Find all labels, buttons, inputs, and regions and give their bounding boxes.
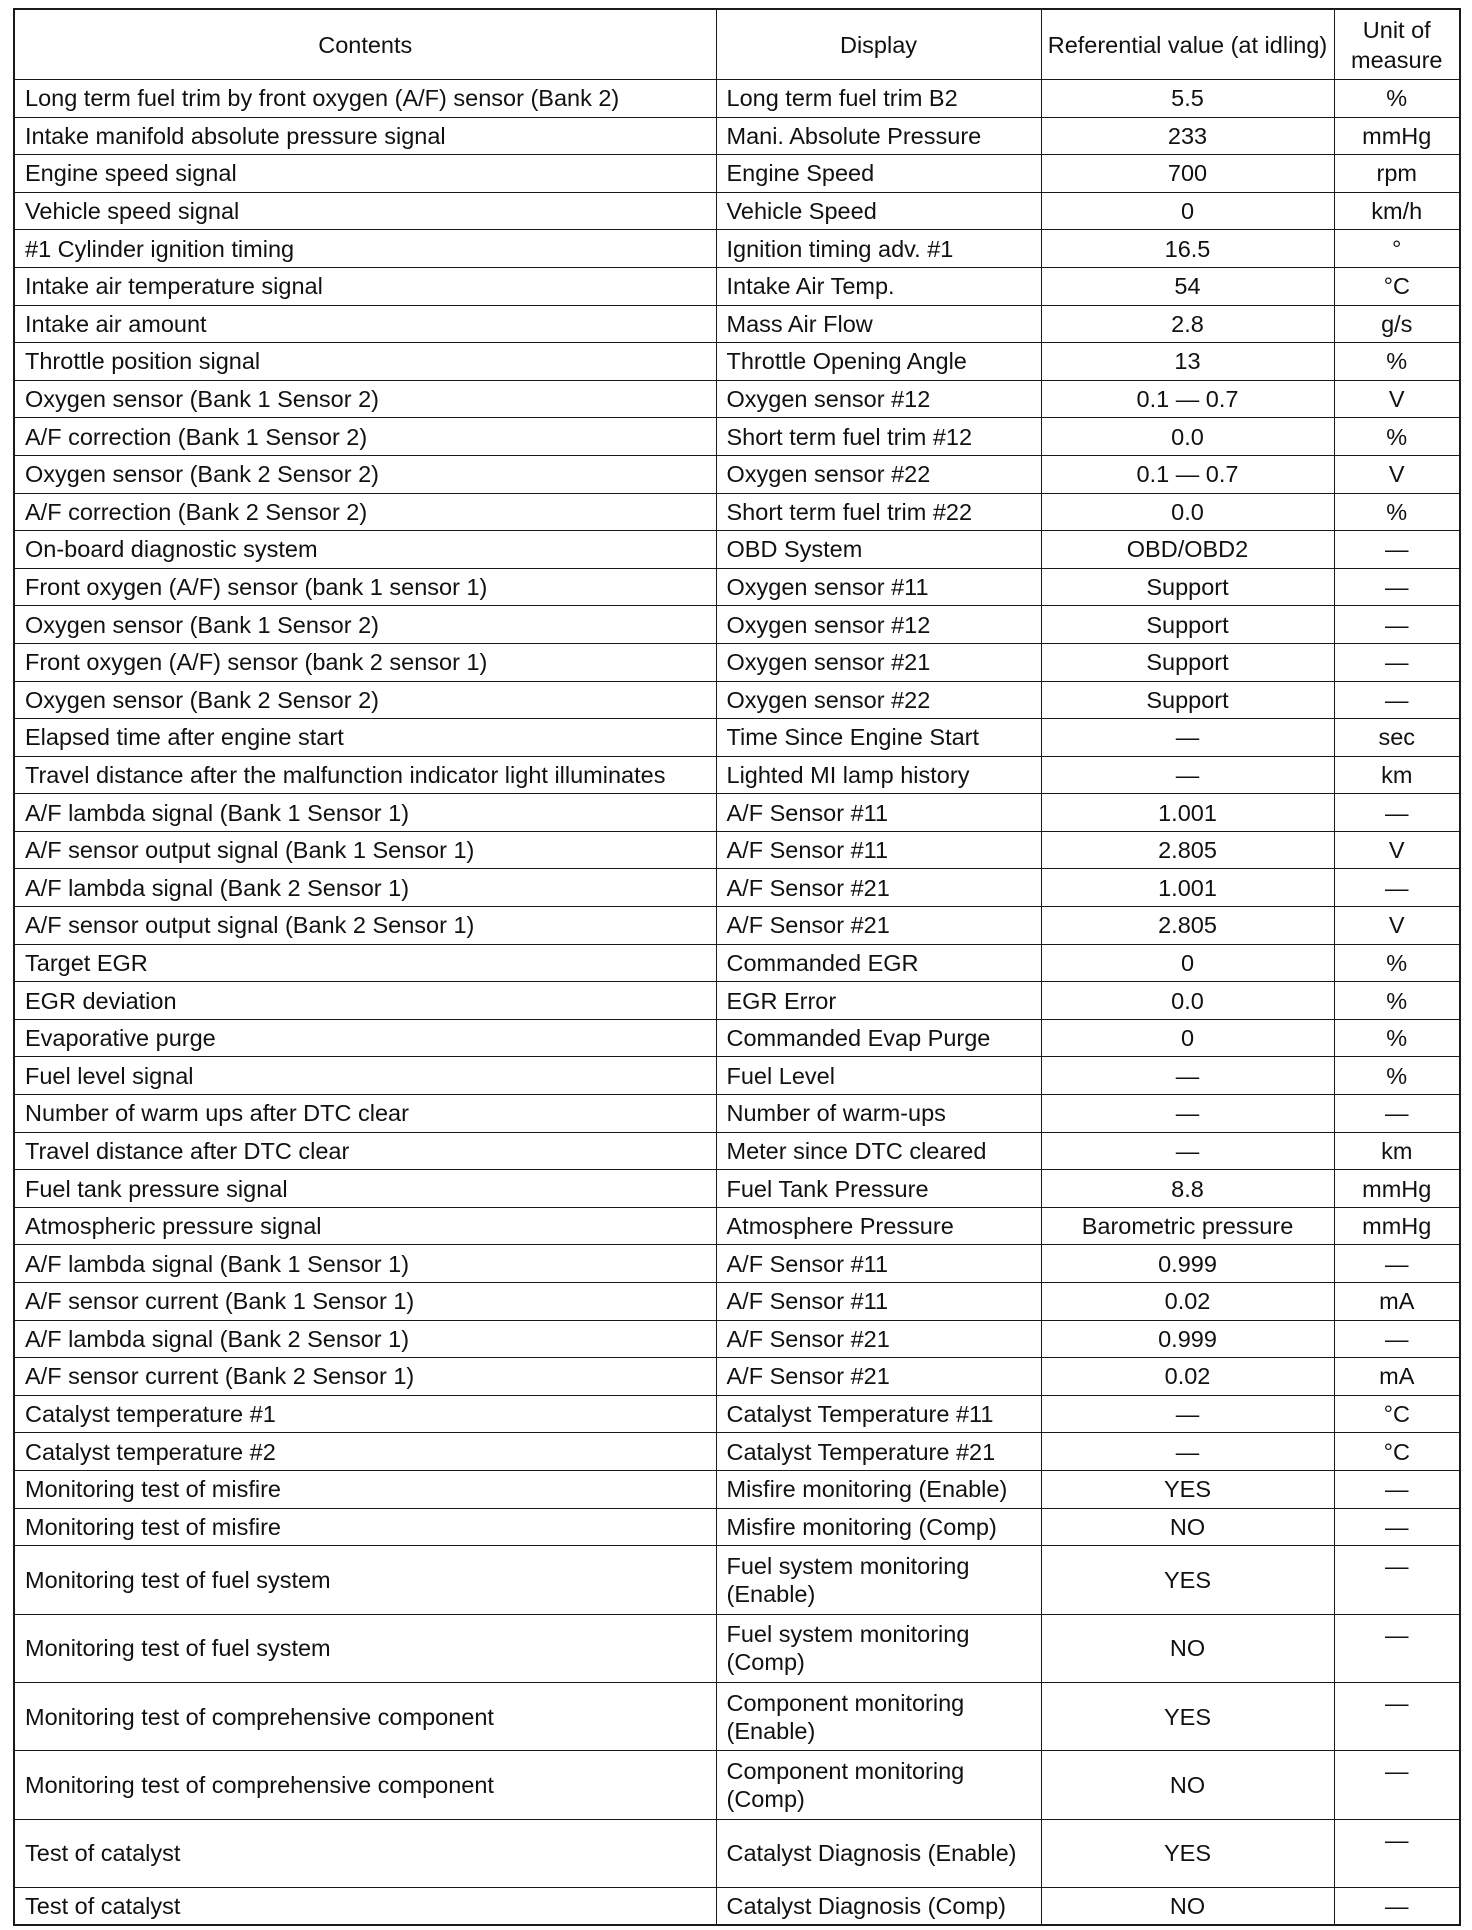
cell-referential-value: 2.805 bbox=[1041, 831, 1334, 869]
cell-contents: Oxygen sensor (Bank 2 Sensor 2) bbox=[14, 681, 716, 719]
cell-referential-value: OBD/OBD2 bbox=[1041, 531, 1334, 569]
cell-contents: On-board diagnostic system bbox=[14, 531, 716, 569]
cell-contents: Monitoring test of misfire bbox=[14, 1470, 716, 1508]
cell-contents: Monitoring test of fuel system bbox=[14, 1614, 716, 1682]
cell-referential-value: Support bbox=[1041, 568, 1334, 606]
cell-referential-value: — bbox=[1041, 1132, 1334, 1170]
cell-display: Misfire monitoring (Enable) bbox=[716, 1470, 1041, 1508]
cell-unit: — bbox=[1334, 1751, 1460, 1819]
cell-contents: Catalyst temperature #1 bbox=[14, 1395, 716, 1433]
cell-display: A/F Sensor #21 bbox=[716, 907, 1041, 945]
table-row bbox=[14, 117, 1460, 155]
cell-unit: % bbox=[1334, 1019, 1460, 1057]
table-row bbox=[14, 1170, 1460, 1208]
cell-referential-value: 1.001 bbox=[1041, 869, 1334, 907]
cell-contents: Monitoring test of comprehensive component bbox=[14, 1751, 716, 1819]
cell-contents: Travel distance after the malfunction indicator light illuminates bbox=[14, 756, 716, 794]
cell-contents: A/F sensor output signal (Bank 1 Sensor 1) bbox=[14, 831, 716, 869]
cell-contents: Fuel tank pressure signal bbox=[14, 1170, 716, 1208]
cell-contents: A/F sensor current (Bank 1 Sensor 1) bbox=[14, 1283, 716, 1321]
cell-referential-value: YES bbox=[1041, 1819, 1334, 1887]
cell-contents: Fuel level signal bbox=[14, 1057, 716, 1095]
cell-display: Vehicle Speed bbox=[716, 192, 1041, 230]
cell-unit: % bbox=[1334, 80, 1460, 118]
cell-referential-value: YES bbox=[1041, 1682, 1334, 1750]
cell-referential-value: Support bbox=[1041, 606, 1334, 644]
cell-referential-value: Barometric pressure bbox=[1041, 1207, 1334, 1245]
table-row bbox=[14, 643, 1460, 681]
table-row bbox=[14, 1819, 1460, 1887]
table-row bbox=[14, 192, 1460, 230]
cell-contents: Monitoring test of misfire bbox=[14, 1508, 716, 1546]
cell-contents: A/F lambda signal (Bank 1 Sensor 1) bbox=[14, 794, 716, 832]
cell-referential-value: NO bbox=[1041, 1888, 1334, 1926]
cell-contents: Elapsed time after engine start bbox=[14, 719, 716, 757]
table-row bbox=[14, 831, 1460, 869]
cell-display: Oxygen sensor #12 bbox=[716, 380, 1041, 418]
cell-unit: — bbox=[1334, 1095, 1460, 1133]
cell-display: Misfire monitoring (Comp) bbox=[716, 1508, 1041, 1546]
cell-contents: Intake manifold absolute pressure signal bbox=[14, 117, 716, 155]
cell-referential-value: 0 bbox=[1041, 192, 1334, 230]
cell-contents: A/F lambda signal (Bank 1 Sensor 1) bbox=[14, 1245, 716, 1283]
cell-contents: Oxygen sensor (Bank 1 Sensor 2) bbox=[14, 380, 716, 418]
table-row bbox=[14, 1470, 1460, 1508]
cell-referential-value: 16.5 bbox=[1041, 230, 1334, 268]
cell-unit: % bbox=[1334, 418, 1460, 456]
cell-unit: % bbox=[1334, 343, 1460, 381]
cell-contents: Long term fuel trim by front oxygen (A/F) sensor (Bank 2) bbox=[14, 80, 716, 118]
cell-display: Long term fuel trim B2 bbox=[716, 80, 1041, 118]
table-row bbox=[14, 907, 1460, 945]
cell-referential-value: Support bbox=[1041, 643, 1334, 681]
table-header bbox=[14, 9, 1460, 80]
cell-unit: °C bbox=[1334, 1433, 1460, 1471]
cell-display: Meter since DTC cleared bbox=[716, 1132, 1041, 1170]
cell-unit: — bbox=[1334, 869, 1460, 907]
table-row bbox=[14, 380, 1460, 418]
cell-contents: Oxygen sensor (Bank 1 Sensor 2) bbox=[14, 606, 716, 644]
cell-unit: V bbox=[1334, 831, 1460, 869]
cell-unit: V bbox=[1334, 455, 1460, 493]
cell-contents: Test of catalyst bbox=[14, 1819, 716, 1887]
cell-display: Catalyst Temperature #11 bbox=[716, 1395, 1041, 1433]
table-row bbox=[14, 756, 1460, 794]
table-row bbox=[14, 343, 1460, 381]
cell-unit: % bbox=[1334, 1057, 1460, 1095]
cell-unit: — bbox=[1334, 794, 1460, 832]
cell-referential-value: — bbox=[1041, 1057, 1334, 1095]
cell-referential-value: 2.805 bbox=[1041, 907, 1334, 945]
cell-display: Catalyst Diagnosis (Comp) bbox=[716, 1888, 1041, 1926]
cell-contents: Intake air amount bbox=[14, 305, 716, 343]
table-row bbox=[14, 305, 1460, 343]
cell-display: OBD System bbox=[716, 531, 1041, 569]
cell-referential-value: 0.0 bbox=[1041, 982, 1334, 1020]
cell-referential-value: 0.999 bbox=[1041, 1245, 1334, 1283]
table-row bbox=[14, 719, 1460, 757]
cell-contents: Catalyst temperature #2 bbox=[14, 1433, 716, 1471]
cell-display: Mass Air Flow bbox=[716, 305, 1041, 343]
table-row bbox=[14, 1395, 1460, 1433]
cell-referential-value: 0.0 bbox=[1041, 493, 1334, 531]
cell-contents: A/F lambda signal (Bank 2 Sensor 1) bbox=[14, 869, 716, 907]
cell-display: A/F Sensor #11 bbox=[716, 794, 1041, 832]
cell-unit: rpm bbox=[1334, 155, 1460, 193]
cell-display: A/F Sensor #21 bbox=[716, 869, 1041, 907]
cell-display: Lighted MI lamp history bbox=[716, 756, 1041, 794]
table-row bbox=[14, 1614, 1460, 1682]
cell-contents: Engine speed signal bbox=[14, 155, 716, 193]
cell-referential-value: 700 bbox=[1041, 155, 1334, 193]
cell-unit: — bbox=[1334, 531, 1460, 569]
cell-unit: % bbox=[1334, 493, 1460, 531]
header-contents: Contents bbox=[14, 9, 716, 80]
cell-referential-value: 0.02 bbox=[1041, 1358, 1334, 1396]
cell-unit: — bbox=[1334, 1470, 1460, 1508]
cell-display: A/F Sensor #11 bbox=[716, 831, 1041, 869]
cell-contents: #1 Cylinder ignition timing bbox=[14, 230, 716, 268]
cell-unit: — bbox=[1334, 1320, 1460, 1358]
cell-referential-value: 54 bbox=[1041, 267, 1334, 305]
cell-contents: A/F lambda signal (Bank 2 Sensor 1) bbox=[14, 1320, 716, 1358]
cell-display: Fuel Level bbox=[716, 1057, 1041, 1095]
cell-unit: — bbox=[1334, 1245, 1460, 1283]
table-row bbox=[14, 794, 1460, 832]
cell-contents: Oxygen sensor (Bank 2 Sensor 2) bbox=[14, 455, 716, 493]
cell-display: Fuel system monitoring (Comp) bbox=[716, 1614, 1041, 1682]
cell-unit: % bbox=[1334, 944, 1460, 982]
table-row bbox=[14, 1320, 1460, 1358]
cell-display: Component monitoring (Enable) bbox=[716, 1682, 1041, 1750]
cell-referential-value: 5.5 bbox=[1041, 80, 1334, 118]
cell-unit: — bbox=[1334, 681, 1460, 719]
table-row bbox=[14, 568, 1460, 606]
cell-referential-value: 0.999 bbox=[1041, 1320, 1334, 1358]
cell-display: A/F Sensor #11 bbox=[716, 1283, 1041, 1321]
table-row bbox=[14, 869, 1460, 907]
cell-referential-value: 233 bbox=[1041, 117, 1334, 155]
cell-display: Short term fuel trim #22 bbox=[716, 493, 1041, 531]
cell-referential-value: YES bbox=[1041, 1546, 1334, 1614]
table-row bbox=[14, 1682, 1460, 1750]
cell-referential-value: 0.02 bbox=[1041, 1283, 1334, 1321]
cell-display: Oxygen sensor #12 bbox=[716, 606, 1041, 644]
cell-contents: A/F sensor current (Bank 2 Sensor 1) bbox=[14, 1358, 716, 1396]
table-row bbox=[14, 1057, 1460, 1095]
table-row bbox=[14, 1132, 1460, 1170]
table-row bbox=[14, 1207, 1460, 1245]
cell-display: Ignition timing adv. #1 bbox=[716, 230, 1041, 268]
cell-referential-value: NO bbox=[1041, 1508, 1334, 1546]
cell-unit: ° bbox=[1334, 230, 1460, 268]
cell-display: A/F Sensor #21 bbox=[716, 1358, 1041, 1396]
cell-unit: mA bbox=[1334, 1358, 1460, 1396]
cell-contents: Throttle position signal bbox=[14, 343, 716, 381]
cell-unit: — bbox=[1334, 1508, 1460, 1546]
cell-display: Oxygen sensor #22 bbox=[716, 455, 1041, 493]
table-row bbox=[14, 982, 1460, 1020]
cell-contents: EGR deviation bbox=[14, 982, 716, 1020]
table-row bbox=[14, 455, 1460, 493]
cell-contents: Number of warm ups after DTC clear bbox=[14, 1095, 716, 1133]
cell-contents: Vehicle speed signal bbox=[14, 192, 716, 230]
cell-contents: Atmospheric pressure signal bbox=[14, 1207, 716, 1245]
cell-unit: — bbox=[1334, 606, 1460, 644]
cell-referential-value: — bbox=[1041, 1395, 1334, 1433]
cell-contents: Travel distance after DTC clear bbox=[14, 1132, 716, 1170]
cell-display: Throttle Opening Angle bbox=[716, 343, 1041, 381]
cell-display: A/F Sensor #21 bbox=[716, 1320, 1041, 1358]
cell-display: Commanded Evap Purge bbox=[716, 1019, 1041, 1057]
cell-display: Oxygen sensor #11 bbox=[716, 568, 1041, 606]
cell-display: Number of warm-ups bbox=[716, 1095, 1041, 1133]
table-row bbox=[14, 1358, 1460, 1396]
table-row bbox=[14, 1245, 1460, 1283]
cell-display: Mani. Absolute Pressure bbox=[716, 117, 1041, 155]
cell-unit: km bbox=[1334, 756, 1460, 794]
cell-display: Fuel Tank Pressure bbox=[716, 1170, 1041, 1208]
header-unit-of-measure: Unit of measure bbox=[1334, 9, 1460, 80]
cell-contents: A/F correction (Bank 2 Sensor 2) bbox=[14, 493, 716, 531]
cell-unit: mmHg bbox=[1334, 117, 1460, 155]
data-table-container bbox=[13, 8, 1459, 1926]
cell-unit: V bbox=[1334, 380, 1460, 418]
cell-display: Short term fuel trim #12 bbox=[716, 418, 1041, 456]
cell-display: EGR Error bbox=[716, 982, 1041, 1020]
cell-referential-value: YES bbox=[1041, 1470, 1334, 1508]
cell-unit: — bbox=[1334, 1888, 1460, 1926]
table-row bbox=[14, 1751, 1460, 1819]
data-table bbox=[13, 8, 1461, 1926]
cell-unit: — bbox=[1334, 1546, 1460, 1614]
cell-display: Time Since Engine Start bbox=[716, 719, 1041, 757]
cell-unit: °C bbox=[1334, 267, 1460, 305]
table-row bbox=[14, 267, 1460, 305]
cell-unit: mA bbox=[1334, 1283, 1460, 1321]
table-row bbox=[14, 1508, 1460, 1546]
cell-display: Catalyst Diagnosis (Enable) bbox=[716, 1819, 1041, 1887]
cell-referential-value: 13 bbox=[1041, 343, 1334, 381]
header-referential-value: Referential value (at idling) bbox=[1041, 9, 1334, 80]
cell-referential-value: 0.1 — 0.7 bbox=[1041, 455, 1334, 493]
table-row bbox=[14, 1546, 1460, 1614]
cell-referential-value: Support bbox=[1041, 681, 1334, 719]
cell-referential-value: NO bbox=[1041, 1614, 1334, 1682]
table-row bbox=[14, 80, 1460, 118]
cell-contents: Test of catalyst bbox=[14, 1888, 716, 1926]
cell-contents: A/F correction (Bank 1 Sensor 2) bbox=[14, 418, 716, 456]
cell-unit: g/s bbox=[1334, 305, 1460, 343]
cell-referential-value: 0.0 bbox=[1041, 418, 1334, 456]
cell-unit: sec bbox=[1334, 719, 1460, 757]
table-row bbox=[14, 155, 1460, 193]
cell-unit: mmHg bbox=[1334, 1207, 1460, 1245]
cell-display: Commanded EGR bbox=[716, 944, 1041, 982]
cell-unit: — bbox=[1334, 1614, 1460, 1682]
cell-referential-value: NO bbox=[1041, 1751, 1334, 1819]
table-row bbox=[14, 944, 1460, 982]
table-row bbox=[14, 606, 1460, 644]
cell-unit: % bbox=[1334, 982, 1460, 1020]
table-row bbox=[14, 1095, 1460, 1133]
cell-unit: — bbox=[1334, 1819, 1460, 1887]
header-display: Display bbox=[716, 9, 1041, 80]
cell-contents: Front oxygen (A/F) sensor (bank 1 sensor 1) bbox=[14, 568, 716, 606]
cell-display: A/F Sensor #11 bbox=[716, 1245, 1041, 1283]
cell-display: Fuel system monitoring (Enable) bbox=[716, 1546, 1041, 1614]
cell-unit: mmHg bbox=[1334, 1170, 1460, 1208]
cell-contents: Target EGR bbox=[14, 944, 716, 982]
cell-unit: V bbox=[1334, 907, 1460, 945]
cell-display: Component monitoring (Comp) bbox=[716, 1751, 1041, 1819]
cell-contents: Monitoring test of fuel system bbox=[14, 1546, 716, 1614]
cell-referential-value: 0 bbox=[1041, 944, 1334, 982]
cell-referential-value: 8.8 bbox=[1041, 1170, 1334, 1208]
cell-unit: °C bbox=[1334, 1395, 1460, 1433]
cell-display: Intake Air Temp. bbox=[716, 267, 1041, 305]
cell-referential-value: — bbox=[1041, 1433, 1334, 1471]
cell-display: Oxygen sensor #22 bbox=[716, 681, 1041, 719]
cell-contents: Evaporative purge bbox=[14, 1019, 716, 1057]
table-row bbox=[14, 1433, 1460, 1471]
cell-display: Engine Speed bbox=[716, 155, 1041, 193]
cell-referential-value: — bbox=[1041, 1095, 1334, 1133]
table-row bbox=[14, 1888, 1460, 1926]
cell-referential-value: 2.8 bbox=[1041, 305, 1334, 343]
cell-contents: A/F sensor output signal (Bank 2 Sensor 1) bbox=[14, 907, 716, 945]
cell-display: Oxygen sensor #21 bbox=[716, 643, 1041, 681]
table-row bbox=[14, 681, 1460, 719]
table-body bbox=[14, 80, 1460, 1926]
table-row bbox=[14, 230, 1460, 268]
table-row bbox=[14, 531, 1460, 569]
table-row bbox=[14, 493, 1460, 531]
cell-unit: — bbox=[1334, 1682, 1460, 1750]
cell-unit: km bbox=[1334, 1132, 1460, 1170]
cell-contents: Front oxygen (A/F) sensor (bank 2 sensor 1) bbox=[14, 643, 716, 681]
table-row bbox=[14, 418, 1460, 456]
cell-unit: km/h bbox=[1334, 192, 1460, 230]
cell-referential-value: 1.001 bbox=[1041, 794, 1334, 832]
header-row bbox=[14, 9, 1460, 80]
cell-referential-value: 0.1 — 0.7 bbox=[1041, 380, 1334, 418]
table-row bbox=[14, 1019, 1460, 1057]
cell-display: Catalyst Temperature #21 bbox=[716, 1433, 1041, 1471]
cell-unit: — bbox=[1334, 643, 1460, 681]
cell-contents: Intake air temperature signal bbox=[14, 267, 716, 305]
cell-unit: — bbox=[1334, 568, 1460, 606]
cell-referential-value: — bbox=[1041, 719, 1334, 757]
cell-referential-value: — bbox=[1041, 756, 1334, 794]
cell-display: Atmosphere Pressure bbox=[716, 1207, 1041, 1245]
cell-referential-value: 0 bbox=[1041, 1019, 1334, 1057]
cell-contents: Monitoring test of comprehensive component bbox=[14, 1682, 716, 1750]
table-row bbox=[14, 1283, 1460, 1321]
